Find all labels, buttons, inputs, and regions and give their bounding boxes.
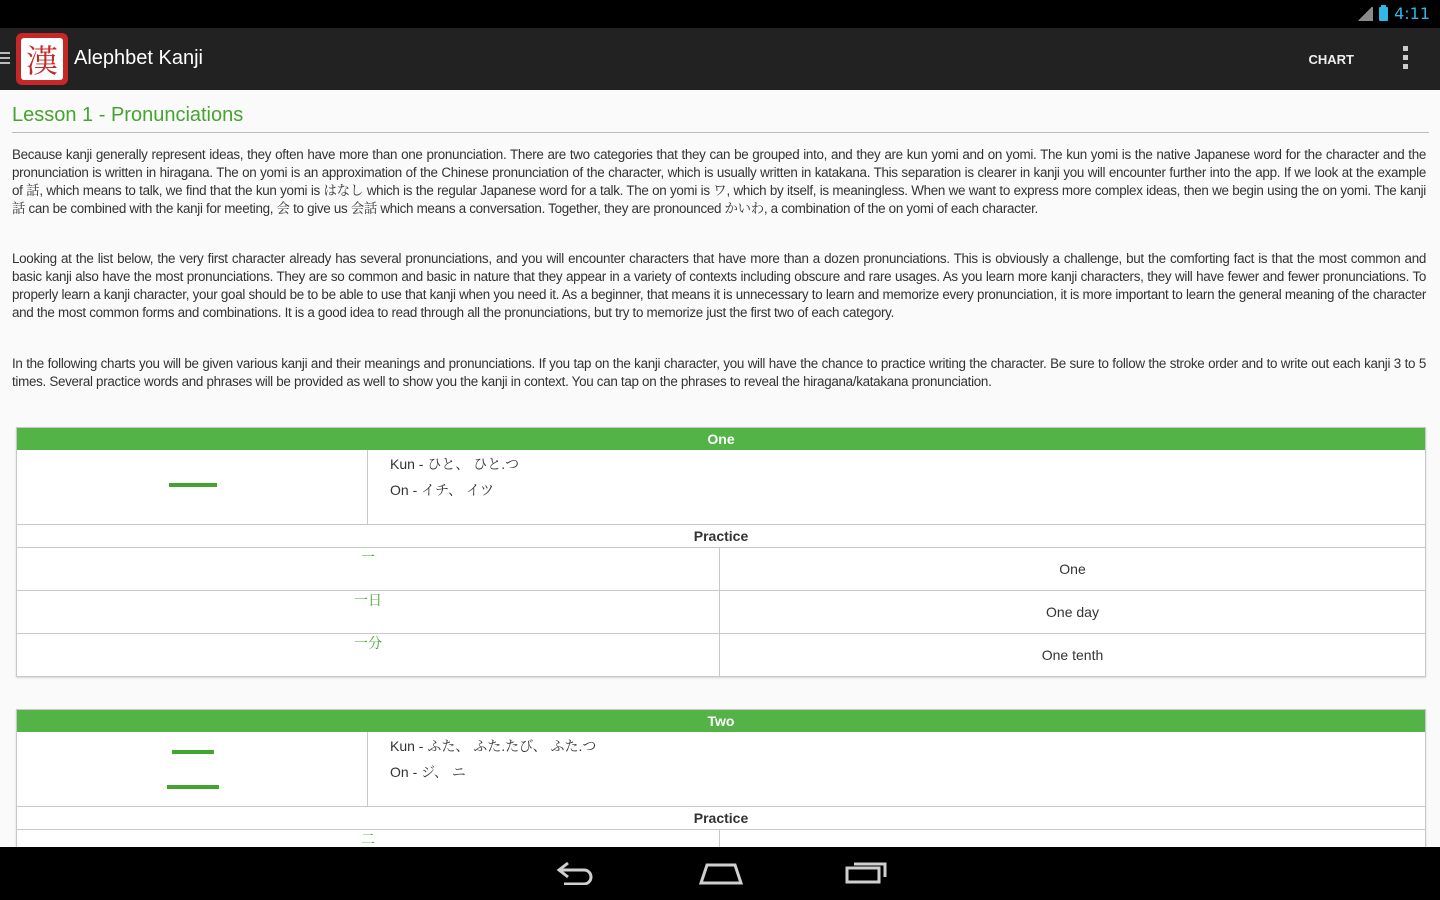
intro-paragraph-1: Because kanji generally represent ideas, they often have more than one pronunciation. There are two categories that they can be grouped into, and they are kun yomi and on yomi. The kun yomi is the native Japanese word for the character and the pronunciation is written in hiragana. The on yomi is an approximation of the Chinese pronunciation of the character, which is usually written in katakana. This separation is clearer in kanji you will encounter further into the app. If we look at the example of 話, which means to talk, we find that the kun yomi is はなし which is the regular Japanese word for a talk. The on yomi is ワ, which by itself, is meaningless. When we want to express more complex ideas, then we begin using the on yomi. The kanji 話 can be combined with the kanji for meeting, 会 to give us 会話 which means a conversation. Together, they are pronounced かいわ, a combination of the on yomi of each character. [12,147,1426,216]
kanji-stroke [172,750,214,754]
practice-meaning: One day [1046,604,1099,620]
practice-heading: Practice [17,807,1425,830]
lesson-title: Lesson 1 - Pronunciations [12,104,244,126]
kanji-stroke [167,785,219,789]
app-icon-glyph: 漢 [21,38,63,80]
signal-icon [1357,7,1373,21]
battery-icon [1379,7,1388,21]
practice-word[interactable]: 二 [17,830,720,847]
kanji-card-one [16,427,1426,677]
back-icon[interactable] [554,859,598,889]
drawer-indicator-icon[interactable] [0,52,10,67]
recents-icon[interactable] [844,859,888,889]
practice-row[interactable] [17,830,1425,847]
action-bar [0,28,1440,90]
status-bar [0,0,1440,28]
kanji-card-heading: One [17,428,1425,450]
kanji-main-row [17,732,1425,807]
kanji-stroke [169,483,217,487]
kun-reading: Kun - ふた、 ふた.たび、 ふた.つ [390,738,597,754]
kanji-character-one[interactable] [17,450,368,524]
intro-paragraph-3: In the following charts you will be given various kanji and their meanings and pronunciations. If you tap on the kanji character, you will have the chance to practice writing the character. Be sure to follow the stroke order and to write out each kanji 3 to 5 times. Several practice words and phrases will be provided as well to show you the kanji in context. You can tap on the phrases to reveal the hiragana/katakana pronunciation. [12,356,1426,389]
app-title[interactable]: Alephbet Kanji [74,47,203,69]
on-reading: On - イチ、 イツ [390,482,495,498]
practice-word[interactable]: 一日 [17,591,720,633]
practice-word[interactable]: 一 [17,548,720,590]
intro-paragraph-2: Looking at the list below, the very first character already has several pronunciations, and you will encounter characters that have more than a dozen pronunciations. This is obviously a challenge, but the comforting fact is that the most common and basic kanji also have the most pronunciations. They are so common and basic in nature that they appear in a variety of contexts including obscure and rare usages. As you learn more kanji characters, they will have fewer and fewer pronunciations. To properly learn a kanji character, your goal should be to be able to use that kanji when you need it. As a beginner, that means it is unnecessary to learn and memorize every pronunciation, it is more important to learn the general meaning of the character and the most common forms and combinations. It is a good idea to read through all the pronunciations, but try to memorize just the first two of each category. [12,251,1426,320]
overflow-menu-icon[interactable] [1403,46,1409,73]
practice-meaning [720,830,1425,847]
home-icon[interactable] [699,859,743,889]
lesson-content[interactable] [0,90,1440,847]
kun-reading: Kun - ひと、 ひと.つ [390,456,520,472]
kanji-main-row [17,450,1425,525]
status-time: 4:11 [1394,4,1430,23]
practice-row[interactable] [17,548,1425,591]
kanji-card-two [16,709,1426,847]
practice-row[interactable] [17,634,1425,676]
on-reading: On - ジ、 ニ [390,764,466,780]
kanji-card-heading: Two [17,710,1425,732]
practice-meaning: One tenth [1041,647,1104,663]
practice-heading: Practice [17,525,1425,548]
chart-button[interactable]: CHART [1308,52,1354,67]
title-divider [12,132,1429,133]
practice-word[interactable]: 一分 [17,634,720,676]
kanji-character-two[interactable] [17,732,368,806]
practice-meaning: One [1059,561,1086,577]
practice-row[interactable] [17,591,1425,634]
navigation-bar [0,847,1440,900]
app-icon[interactable] [16,33,68,85]
